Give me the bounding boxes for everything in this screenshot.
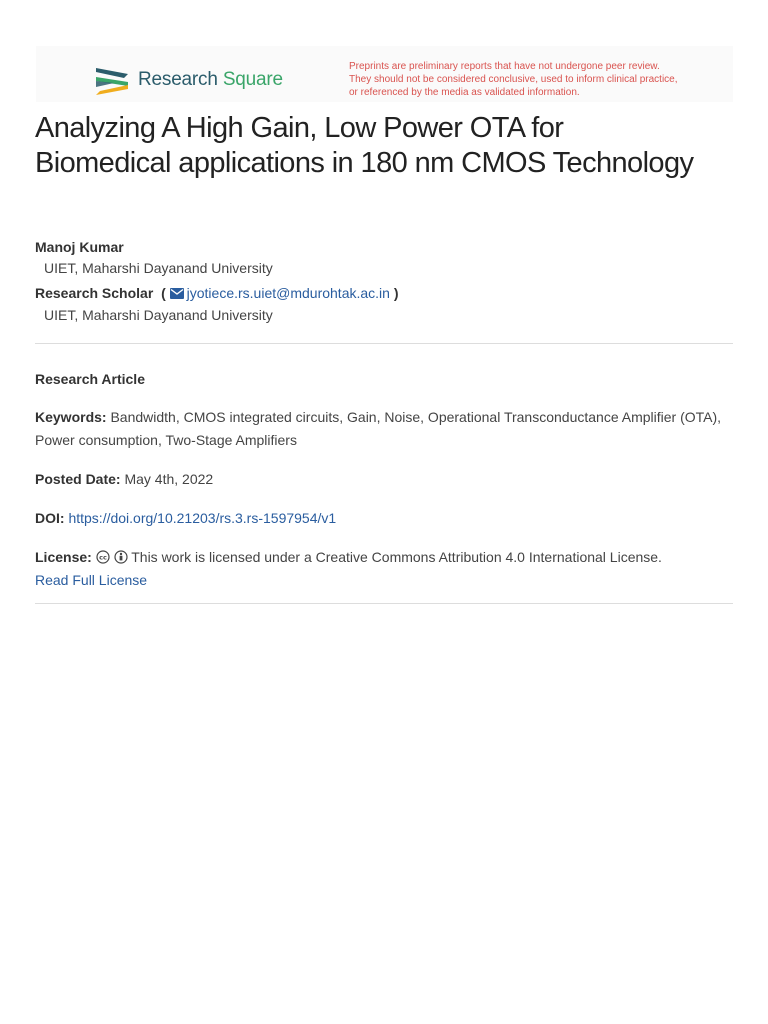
research-square-logo-icon	[94, 65, 130, 95]
license-label: License:	[35, 549, 92, 565]
keywords	[35, 406, 725, 452]
brand-name-part1: Research	[138, 69, 218, 90]
author-affiliation: UIET, Maharshi Dayanand University	[44, 260, 273, 276]
brand-name	[138, 69, 283, 91]
author-list	[35, 237, 735, 327]
author-name: Research Scholar	[35, 285, 154, 301]
peer-review-notice	[349, 60, 729, 99]
author-affiliation: UIET, Maharshi Dayanand University	[44, 307, 273, 323]
author-email-link[interactable]: jyotiece.rs.uiet@mdurohtak.ac.in	[186, 285, 390, 301]
read-full-license-link[interactable]: Read Full License	[35, 572, 148, 588]
author-contact	[35, 282, 735, 304]
doi-link[interactable]: https://doi.org/10.21203/rs.3.rs-1597954/v1	[68, 510, 337, 526]
keywords-value: Bandwidth, CMOS integrated circuits, Gain, Noise, Operational Transconductance Amplifier (OTA), Power consumption, Two-Stage Amplifiers	[35, 409, 722, 448]
brand-name-part2: Square	[222, 69, 283, 90]
notice-line: Preprints are preliminary reports that have not undergone peer review.	[349, 61, 660, 72]
posted-date	[35, 468, 725, 491]
cc-icon	[96, 550, 110, 564]
close-paren: )	[393, 285, 399, 301]
notice-line: or referenced by the media as validated information.	[349, 87, 580, 98]
envelope-icon	[170, 288, 184, 299]
research-square-logo[interactable]	[94, 64, 283, 96]
by-icon	[114, 550, 128, 564]
license	[35, 546, 725, 592]
divider	[35, 343, 733, 344]
doi-label: DOI:	[35, 510, 65, 526]
preprint-header	[36, 46, 733, 102]
posted-date-label: Posted Date:	[35, 471, 121, 487]
keywords-label: Keywords:	[35, 409, 107, 425]
notice-line: They should not be considered conclusive, used to inform clinical practice,	[349, 74, 678, 85]
divider	[35, 603, 733, 604]
open-paren: (	[157, 285, 166, 301]
doi	[35, 507, 725, 530]
posted-date-value: May 4th, 2022	[124, 471, 214, 487]
author-name: Manoj Kumar	[35, 239, 124, 255]
license-text: This work is licensed under a Creative Commons Attribution 4.0 International License.	[131, 549, 662, 565]
svg-text:cc: cc	[98, 553, 107, 562]
paper-title: Analyzing A High Gain, Low Power OTA for Biomedical applications in 180 nm CMOS Technology	[35, 112, 694, 179]
article-type-label: Research Article	[35, 371, 145, 387]
article-type	[35, 368, 725, 391]
